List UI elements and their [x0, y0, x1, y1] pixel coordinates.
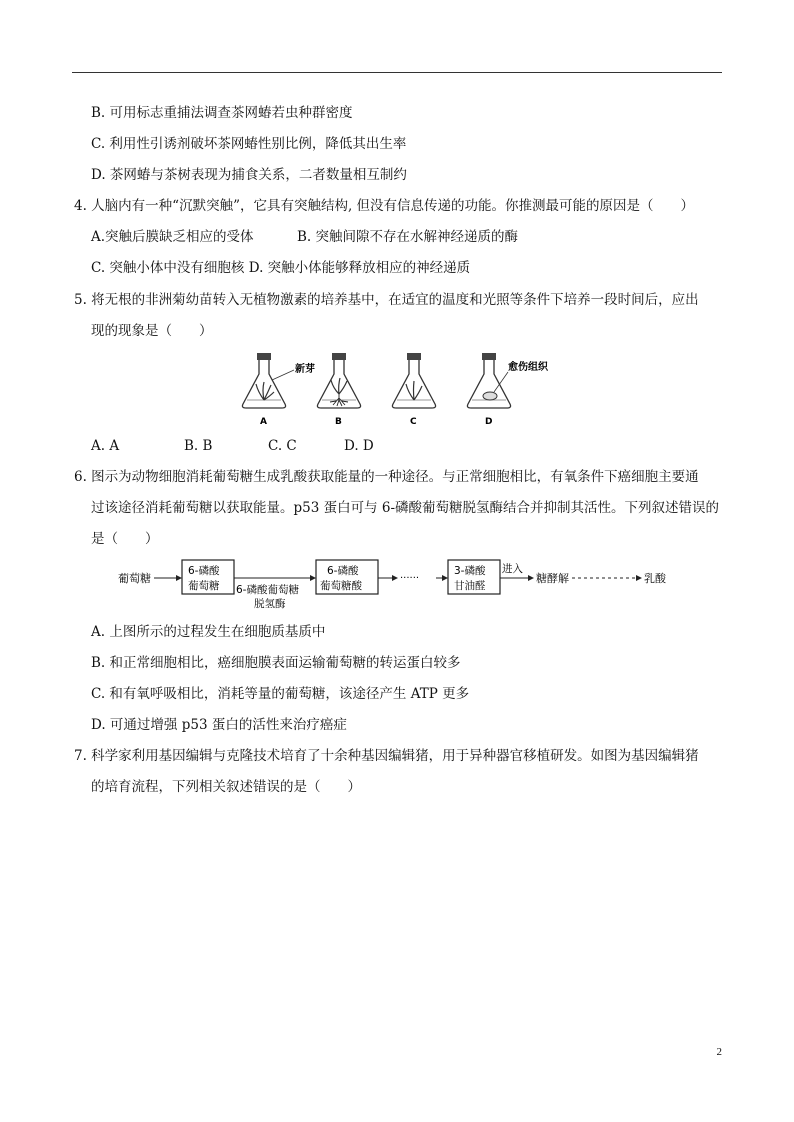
q5-stem-line2: 现的现象是（ ） — [91, 323, 213, 339]
node-lactate: 乳酸 — [644, 572, 666, 585]
q5-flask-figure — [238, 350, 548, 430]
q5-option-a: A. A — [91, 438, 120, 454]
callus-pointer-line — [494, 372, 508, 392]
box-g6p-line1: 6-磷酸 — [188, 565, 220, 577]
page-number: 2 — [716, 1046, 722, 1058]
enzyme-label-line1: 6-磷酸葡萄糖 — [236, 584, 299, 596]
q6-stem-line2: 过该途径消耗葡萄糖以获取能量。p53 蛋白可与 6-磷酸葡萄糖脱氢酶结合并抑制其活性。下列叙述错误的 — [91, 500, 720, 516]
box-g3p-line2: 甘油醛 — [454, 580, 486, 592]
bud-pointer-line — [272, 370, 294, 380]
label-callus: 愈伤组织 — [508, 362, 548, 373]
q5-option-b: B. B — [184, 438, 213, 454]
q6-pathway-diagram — [118, 556, 678, 616]
header-rule — [72, 72, 722, 73]
q3-option-b: B. 可用标志重捕法调查茶网蝽若虫种群密度 — [91, 105, 353, 121]
q6-stem-line3: 是（ ） — [91, 531, 159, 547]
box-g6p-line2: 葡萄糖 — [188, 580, 220, 592]
label-enter: 进入 — [502, 563, 523, 575]
q6-option-c: C. 和有氧呼吸相比，消耗等量的葡萄糖，该途径产生 ATP 更多 — [91, 686, 470, 702]
q6-option-a: A. 上图所示的过程发生在细胞质基质中 — [91, 624, 326, 640]
flask-c — [392, 353, 435, 408]
q3-option-c: C. 利用性引诱剂破坏茶网蝽性别比例，降低其出生率 — [91, 136, 407, 152]
q5-option-d: D. D — [344, 438, 374, 454]
flask-label-d: D — [485, 417, 493, 427]
q6-stem-line1: 6. 图示为动物细胞消耗葡萄糖生成乳酸获取能量的一种途径。与正常细胞相比，有氧条件下癌细胞主要通 — [74, 469, 699, 485]
q5-stem-line1: 5. 将无根的非洲菊幼苗转入无植物激素的培养基中，在适宜的温度和光照等条件下培养一段时间后，应出 — [74, 292, 699, 308]
q4-option-a: A.突触后膜缺乏相应的受体 — [91, 229, 254, 245]
q3-option-d: D. 茶网蝽与茶树表现为捕食关系，二者数量相互制约 — [91, 167, 407, 183]
flask-a — [242, 353, 285, 408]
q5-option-c: C. C — [268, 438, 297, 454]
flask-b — [317, 353, 360, 408]
q6-option-b: B. 和正常细胞相比，癌细胞膜表面运输葡萄糖的转运蛋白较多 — [91, 655, 461, 671]
q7-stem-line1: 7. 科学家利用基因编辑与克隆技术培育了十余种基因编辑猪，用于异种器官移植研发。如图为基因编辑猪 — [74, 748, 699, 764]
q4-option-cd: C. 突触小体中没有细胞核 D. 突触小体能够释放相应的神经递质 — [91, 260, 471, 276]
flask-label-a: A — [260, 417, 267, 427]
enzyme-label-line2: 脱氢酶 — [254, 598, 286, 610]
label-bud: 新芽 — [295, 364, 315, 375]
node-glycolysis: 糖酵解 — [536, 572, 569, 585]
box-6pg-line1: 6-磷酸 — [327, 565, 359, 577]
box-g3p-line1: 3-磷酸 — [454, 565, 486, 577]
box-6pg-line2: 葡萄糖酸 — [320, 580, 362, 592]
q6-option-d: D. 可通过增强 p53 蛋白的活性来治疗癌症 — [91, 717, 347, 733]
ellipsis: ······ — [400, 573, 420, 584]
q7-stem-line2: 的培育流程，下列相关叙述错误的是（ ） — [91, 779, 361, 795]
flask-label-b: B — [335, 417, 342, 427]
node-glucose: 葡萄糖 — [118, 572, 151, 585]
q4-stem: 4. 人脑内有一种“沉默突触”，它具有突触结构, 但没有信息传递的功能。你推测最可能的原因是（ ） — [74, 198, 695, 214]
flask-d — [467, 353, 510, 408]
flask-label-c: C — [410, 417, 417, 427]
q4-option-b: B. 突触间隙不存在水解神经递质的酶 — [297, 229, 519, 245]
